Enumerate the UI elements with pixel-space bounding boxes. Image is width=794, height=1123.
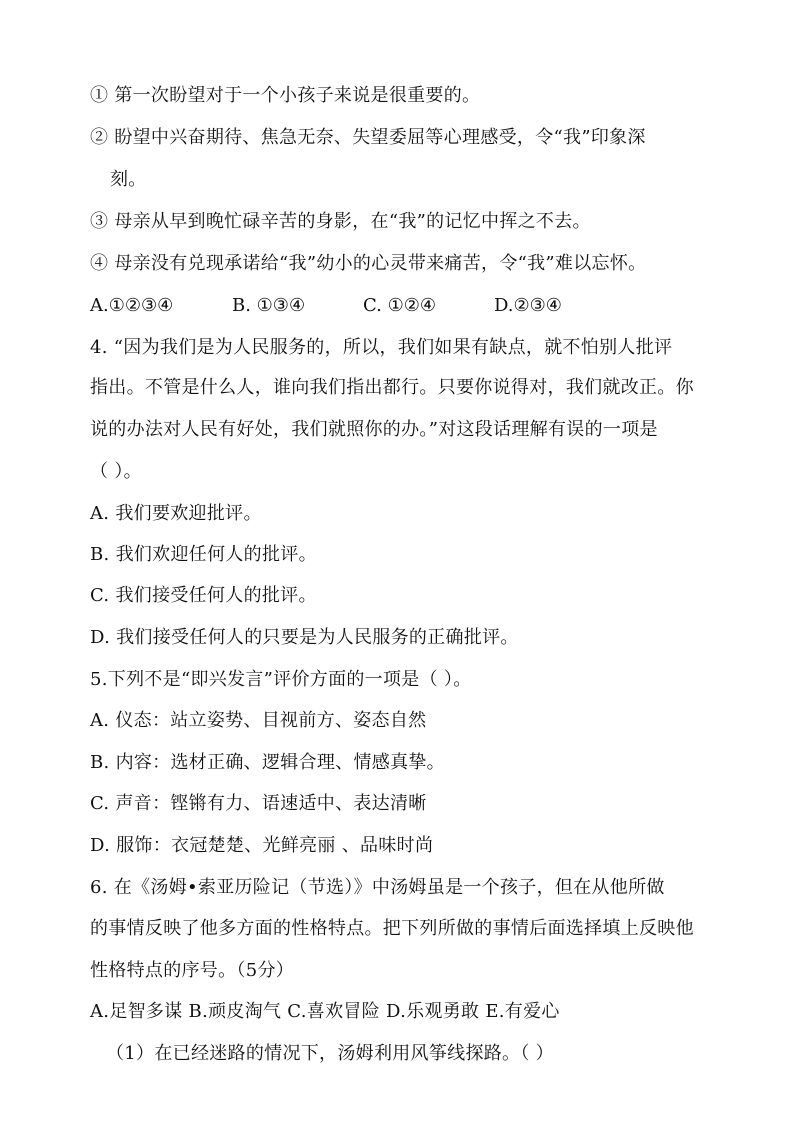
q5-option-c: C. 声音：铿锵有力、语速适中、表达清晰	[90, 793, 427, 814]
q3-item-4: ④ 母亲没有兑现承诺给“我”幼小的心灵带来痛苦，令“我”难以忘怀。	[90, 253, 647, 274]
q4-option-d: D. 我们接受任何人的只要是为人民服务的正确批评。	[90, 627, 519, 648]
q3-option-d: D.②③④	[494, 295, 562, 316]
q3-item-1: ① 第一次盼望对于一个小孩子来说是很重要的。	[90, 85, 481, 106]
q4-stem-line-1: 4. “因为我们是为人民服务的，所以，我们如果有缺点，就不怕别人批评	[90, 337, 673, 358]
q6-stem-line-2: 的事情反映了他多方面的性格特点。把下列所做的事情后面选择填上反映他	[90, 918, 694, 939]
q6-choices: A.足智多谋 B.顽皮淘气 C.喜欢冒险 D.乐观勇敢 E.有爱心	[90, 1001, 560, 1022]
q3-option-c: C. ①②④	[363, 295, 436, 316]
q6-sub-question-1: （1）在已经迷路的情况下，汤姆利用风筝线探路。（ ）	[106, 1043, 554, 1064]
q4-stem-line-2: 指出。不管是什么人，谁向我们指出都行。只要你说得对，我们就改正。你	[90, 377, 694, 398]
q5-option-d: D. 服饰：衣冠楚楚、光鲜亮丽 、品味时尚	[90, 835, 434, 856]
q4-option-b: B. 我们欢迎任何人的批评。	[90, 544, 317, 565]
q5-option-a: A. 仪态：站立姿势、目视前方、姿态自然	[90, 710, 427, 731]
q4-option-c: C. 我们接受任何人的批评。	[90, 585, 317, 606]
q3-item-2: ② 盼望中兴奋期待、焦急无奈、失望委屈等心理感受，令“我”印象深	[90, 127, 646, 148]
q6-stem-line-3: 性格特点的序号。（5分）	[90, 960, 295, 981]
q4-option-a: A. 我们要欢迎批评。	[90, 503, 262, 524]
q4-stem-line-4: （ ）。	[90, 461, 142, 482]
q3-item-3: ③ 母亲从早到晚忙碌辛苦的身影，在“我”的记忆中挥之不去。	[90, 211, 591, 232]
q5-stem: 5.下列不是“即兴发言”评价方面的一项是（ ）。	[90, 669, 472, 690]
q3-option-b: B. ①③④	[232, 295, 306, 316]
q5-option-b: B. 内容：选材正确、逻辑合理、情感真挚。	[90, 752, 445, 773]
q3-option-a: A.①②③④	[90, 295, 174, 316]
q4-stem-line-3: 说的办法对人民有好处，我们就照你的办。”对这段话理解有误的一项是	[90, 419, 658, 440]
q6-stem-line-1: 6. 在《汤姆•索亚历险记（节选）》中汤姆虽是一个孩子，但在从他所做	[90, 877, 665, 898]
q3-item-2-cont: 刻。	[110, 169, 147, 190]
